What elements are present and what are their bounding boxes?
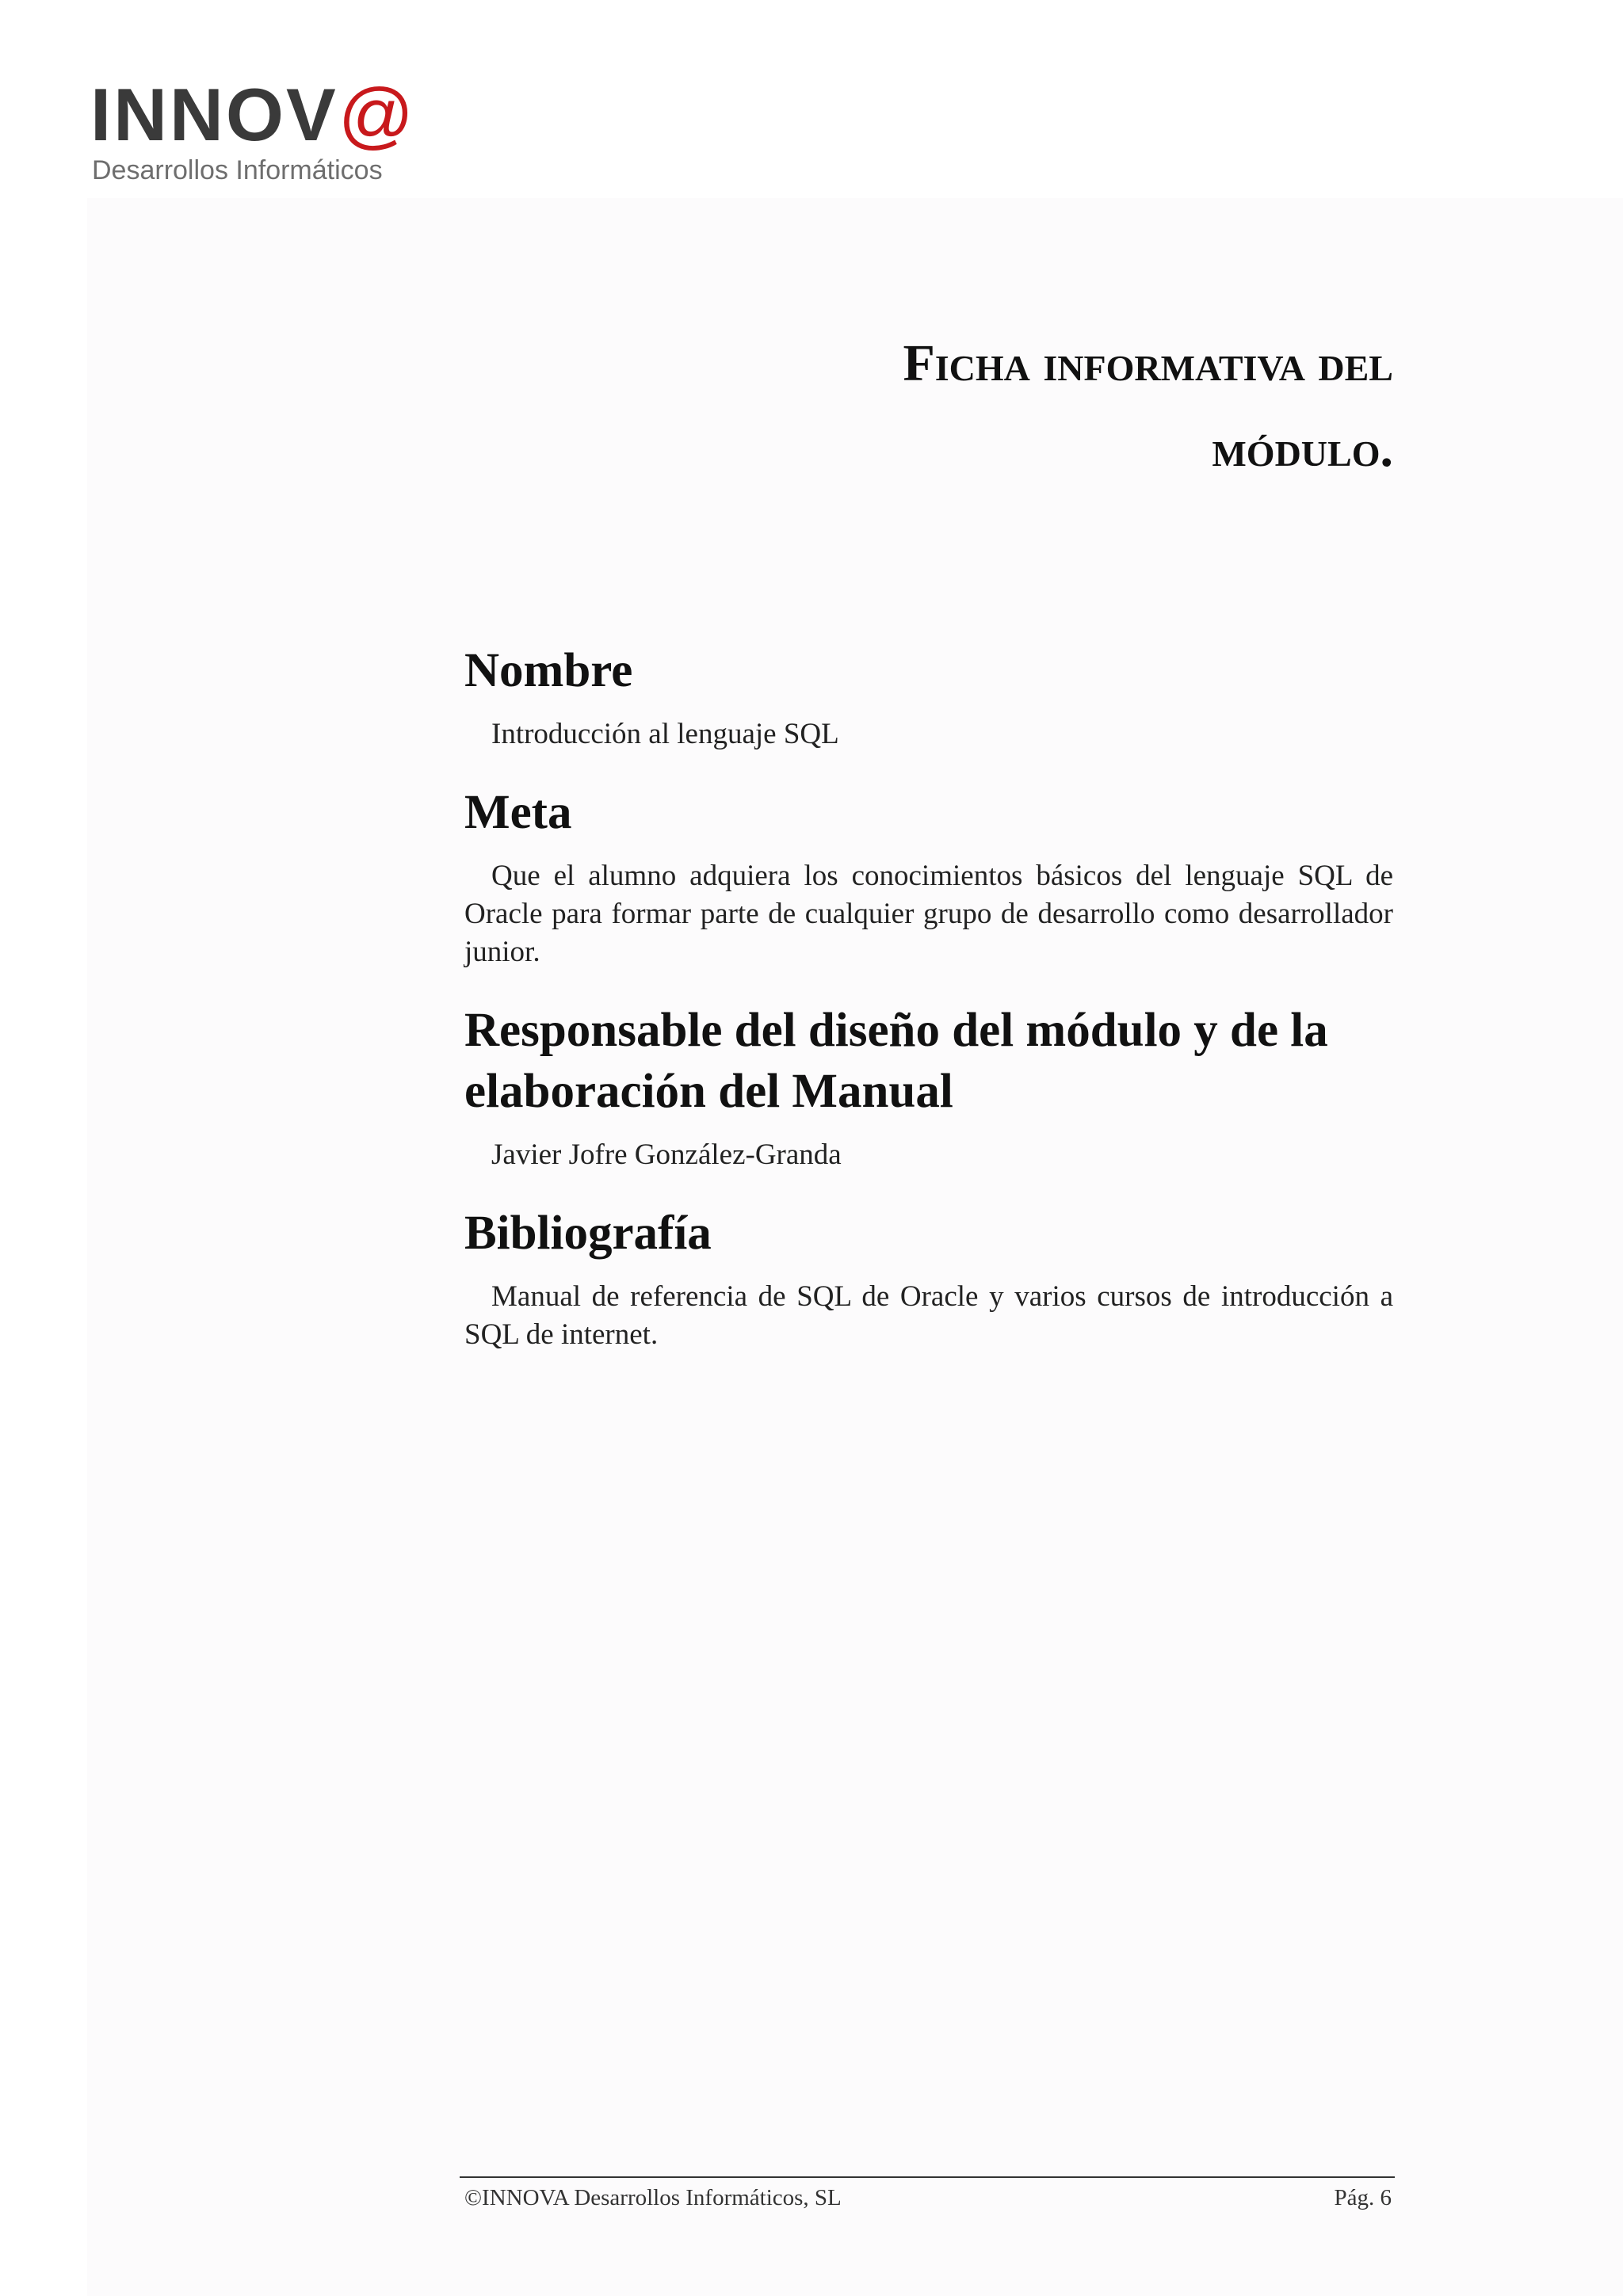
logo-subtitle: Desarrollos Informáticos	[92, 155, 383, 185]
section-text: Manual de referencia de SQL de Oracle y varios cursos de introducción a SQL de internet.	[464, 1280, 1393, 1351]
module-info-content	[464, 640, 1393, 1354]
footer-page-number: Pág. 6	[1334, 2185, 1392, 2210]
section-heading: Bibliografía	[464, 1207, 712, 1260]
page-title-line2: módulo.	[1212, 420, 1393, 478]
section-nombre	[464, 640, 1393, 753]
section-responsable	[464, 1000, 1393, 1174]
section-meta	[464, 782, 1393, 971]
section-text: Javier Jofre González-Granda	[491, 1138, 842, 1171]
section-bibliografia	[464, 1203, 1393, 1354]
logo-at-symbol: @	[338, 73, 417, 156]
section-heading: Meta	[464, 786, 572, 839]
footer-copyright: ©INNOVA Desarrollos Informáticos, SL	[464, 2185, 842, 2210]
page-title	[363, 321, 1393, 492]
company-logo	[90, 75, 471, 194]
footer-divider	[460, 2176, 1395, 2178]
section-text: Que el alumno adquiera los conocimientos básicos del lenguaje SQL de Oracle para formar parte de cualquier grupo de desarrollo como desarrollador junior.	[464, 860, 1393, 968]
section-heading: Responsable del diseño del módulo y de la elaboración del Manual	[464, 1004, 1328, 1118]
page-title-line1: Ficha informativa del	[903, 334, 1393, 392]
section-heading: Nombre	[464, 644, 633, 697]
logo-word: INNOV	[90, 73, 338, 156]
section-text: Introducción al lenguaje SQL	[491, 718, 839, 750]
logo-wordmark	[90, 75, 416, 154]
